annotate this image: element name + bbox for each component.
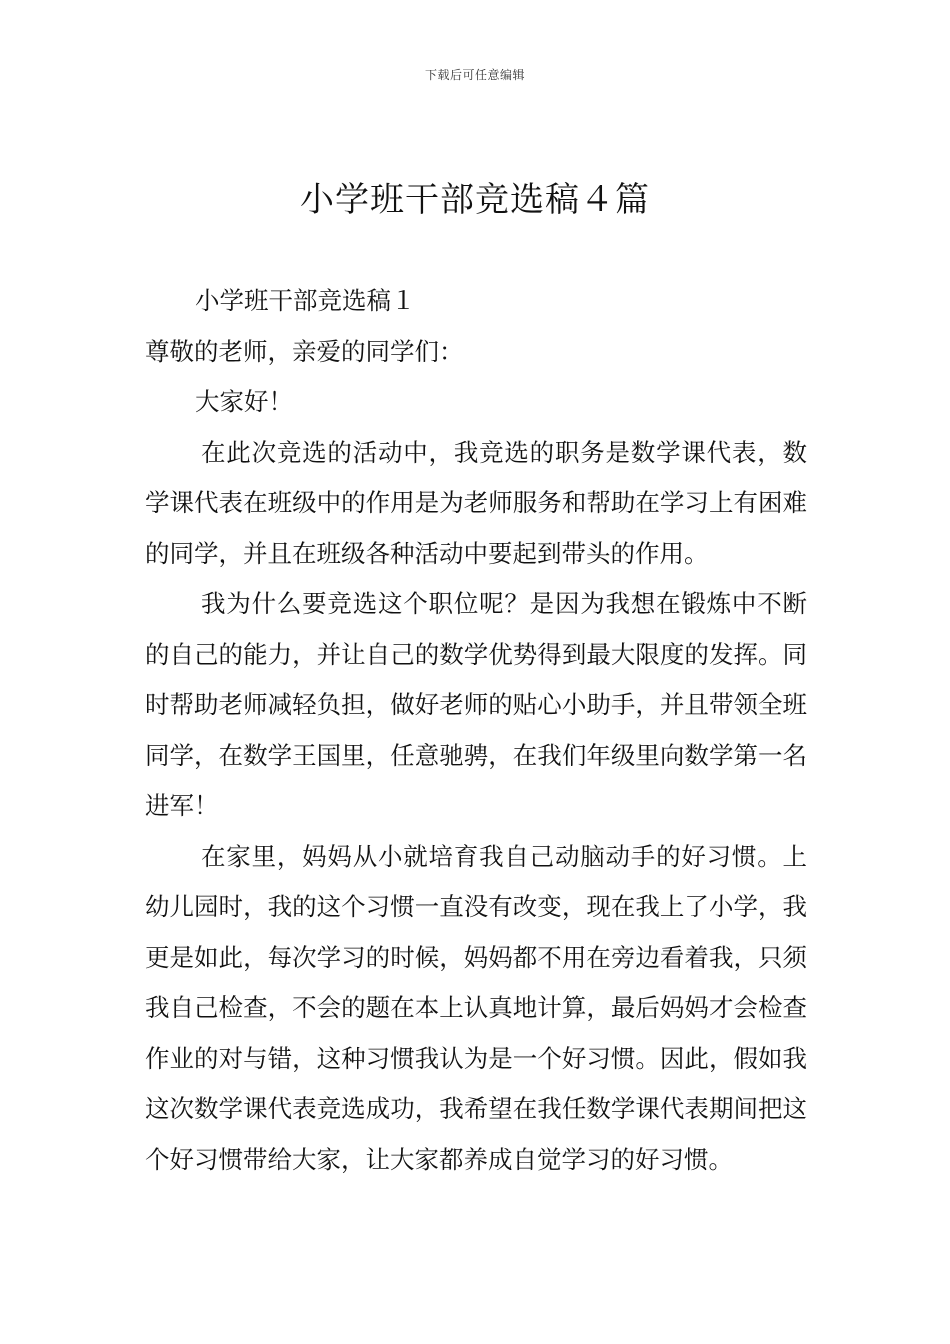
- document-body: [145, 276, 807, 1185]
- paragraph: 在此次竞选的活动中，我竞选的职务是数学课代表，数学课代表在班级中的作用是为老师服务和帮助在学习上有困难的同学，并且在班级各种活动中要起到带头的作用。: [145, 437, 807, 568]
- paragraph: 我为什么要竞选这个职位呢？是因为我想在锻炼中不断的自己的能力，并让自己的数学优势得到最大限度的发挥。同时帮助老师减轻负担，做好老师的贴心小助手，并且带领全班同学，在数学王国里，任意驰骋，在我们年级里向数学第一名进军！: [145, 589, 807, 820]
- salutation: 尊敬的老师，亲爱的同学们：: [145, 336, 464, 366]
- paragraph: 在家里，妈妈从小就培育我自己动脑动手的好习惯。上幼儿园时，我的这个习惯一直没有改变，现在我上了小学，我更是如此，每次学习的时候，妈妈都不用在旁边看着我，只须我自己检查，不会的题在本上认真地计算，最后妈妈才会检查作业的对与错，这种习惯我认为是一个好习惯。因此，假如我这次数学课代表竞选成功，我希望在我任数学课代表期间把这个好习惯带给大家，让大家都养成自觉学习的好习惯。: [145, 841, 807, 1174]
- section-heading: 小学班干部竞选稿１: [195, 286, 416, 315]
- header-note: 下载后可任意编辑: [424, 68, 525, 82]
- document-title: 小学班干部竞选稿４篇: [300, 180, 650, 220]
- greeting: 大家好！: [195, 387, 293, 416]
